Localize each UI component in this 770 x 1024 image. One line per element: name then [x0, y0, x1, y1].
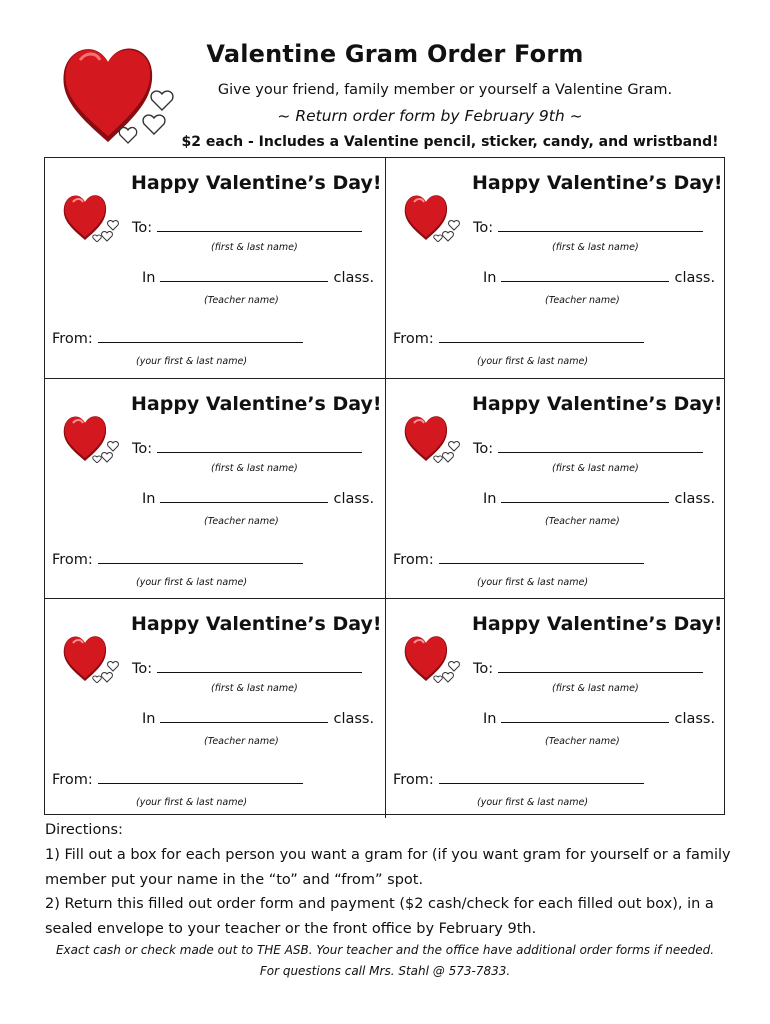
valentine-heart-icon [61, 631, 121, 683]
card-title: Happy Valentine’s Day! [131, 393, 382, 415]
card-title: Happy Valentine’s Day! [472, 613, 723, 635]
to-hint: (first & last name) [552, 683, 639, 694]
from-hint: (your first & last name) [136, 356, 248, 367]
gram-card-5 [45, 598, 385, 818]
from-hint: (your first & last name) [136, 577, 248, 588]
page-subtitle: Give your friend, family member or yourself a Valentine Gram. [217, 82, 673, 98]
from-field[interactable] [52, 551, 303, 568]
valentine-heart-icon [61, 411, 121, 463]
direction-step-2: 2) Return this filled out order form and payment ($2 cash/check for each filled out box), in a [45, 896, 714, 912]
card-title: Happy Valentine’s Day! [472, 172, 723, 194]
to-field[interactable] [132, 440, 362, 457]
to-hint: (first & last name) [211, 242, 298, 253]
gram-card-grid [44, 157, 725, 815]
class-label: class. [333, 491, 375, 507]
teacher-field[interactable] [142, 490, 374, 507]
class-label: class. [674, 491, 716, 507]
to-blank-line[interactable] [157, 219, 362, 232]
from-blank-line[interactable] [98, 551, 303, 564]
teacher-field[interactable] [483, 269, 715, 286]
to-field[interactable] [473, 440, 703, 457]
to-hint: (first & last name) [552, 463, 639, 474]
teacher-hint: (Teacher name) [545, 516, 620, 527]
teacher-field[interactable] [142, 269, 374, 286]
teacher-field[interactable] [142, 710, 374, 727]
from-blank-line[interactable] [98, 330, 303, 343]
from-label: From: [52, 552, 93, 568]
valentine-heart-icon [402, 190, 462, 242]
card-title: Happy Valentine’s Day! [472, 393, 723, 415]
in-label: In [142, 491, 156, 507]
from-blank-line[interactable] [439, 551, 644, 564]
teacher-blank-line[interactable] [501, 490, 669, 503]
card-title: Happy Valentine’s Day! [131, 172, 382, 194]
from-hint: (your first & last name) [136, 797, 248, 808]
teacher-blank-line[interactable] [160, 269, 328, 282]
teacher-hint: (Teacher name) [545, 736, 620, 747]
to-label: To: [132, 661, 153, 677]
in-label: In [483, 270, 497, 286]
return-deadline: ~ Return order form by February 9th ~ [277, 107, 583, 125]
from-field[interactable] [393, 330, 644, 347]
valentine-heart-icon [402, 631, 462, 683]
price-info: $2 each - Includes a Valentine pencil, sticker, candy, and wristband! [181, 134, 719, 150]
to-label: To: [132, 220, 153, 236]
teacher-blank-line[interactable] [160, 710, 328, 723]
payment-note: Exact cash or check made out to THE ASB. Your teacher and the office have additional order forms if needed. [55, 943, 715, 957]
direction-step-1-cont: member put your name in the “to” and “from” spot. [45, 872, 424, 888]
from-field[interactable] [52, 771, 303, 788]
direction-step-1: 1) Fill out a box for each person you want a gram for (if you want gram for yourself or a family [45, 847, 731, 863]
from-label: From: [52, 331, 93, 347]
from-blank-line[interactable] [98, 771, 303, 784]
to-label: To: [132, 441, 153, 457]
to-field[interactable] [132, 660, 362, 677]
to-label: To: [473, 441, 494, 457]
to-label: To: [473, 220, 494, 236]
class-label: class. [674, 270, 716, 286]
gram-card-3 [45, 378, 385, 598]
class-label: class. [333, 711, 375, 727]
teacher-field[interactable] [483, 490, 715, 507]
contact-note: For questions call Mrs. Stahl @ 573-7833. [259, 964, 511, 978]
from-field[interactable] [52, 330, 303, 347]
to-blank-line[interactable] [157, 660, 362, 673]
to-blank-line[interactable] [157, 440, 362, 453]
to-hint: (first & last name) [552, 242, 639, 253]
teacher-hint: (Teacher name) [204, 516, 279, 527]
to-field[interactable] [473, 219, 703, 236]
class-label: class. [674, 711, 716, 727]
gram-card-6 [385, 598, 725, 818]
class-label: class. [333, 270, 375, 286]
teacher-field[interactable] [483, 710, 715, 727]
teacher-hint: (Teacher name) [545, 295, 620, 306]
page-title: Valentine Gram Order Form [206, 40, 584, 68]
in-label: In [142, 270, 156, 286]
from-blank-line[interactable] [439, 771, 644, 784]
from-label: From: [393, 552, 434, 568]
teacher-hint: (Teacher name) [204, 295, 279, 306]
from-label: From: [52, 772, 93, 788]
teacher-hint: (Teacher name) [204, 736, 279, 747]
directions-heading: Directions: [45, 822, 123, 838]
from-blank-line[interactable] [439, 330, 644, 343]
from-field[interactable] [393, 551, 644, 568]
to-blank-line[interactable] [498, 440, 703, 453]
from-label: From: [393, 331, 434, 347]
from-hint: (your first & last name) [477, 356, 589, 367]
in-label: In [483, 711, 497, 727]
to-field[interactable] [473, 660, 703, 677]
teacher-blank-line[interactable] [160, 490, 328, 503]
valentine-heart-icon [61, 190, 121, 242]
from-hint: (your first & last name) [477, 577, 589, 588]
to-field[interactable] [132, 219, 362, 236]
card-title: Happy Valentine’s Day! [131, 613, 382, 635]
in-label: In [483, 491, 497, 507]
gram-card-4 [385, 378, 725, 598]
in-label: In [142, 711, 156, 727]
from-hint: (your first & last name) [477, 797, 589, 808]
teacher-blank-line[interactable] [501, 269, 669, 282]
to-label: To: [473, 661, 494, 677]
gram-card-1 [45, 158, 385, 378]
from-field[interactable] [393, 771, 644, 788]
to-hint: (first & last name) [211, 463, 298, 474]
teacher-blank-line[interactable] [501, 710, 669, 723]
to-blank-line[interactable] [498, 219, 703, 232]
direction-step-2-cont: sealed envelope to your teacher or the front office by February 9th. [45, 921, 537, 937]
valentine-heart-icon [402, 411, 462, 463]
gram-card-2 [385, 158, 725, 378]
to-hint: (first & last name) [211, 683, 298, 694]
from-label: From: [393, 772, 434, 788]
to-blank-line[interactable] [498, 660, 703, 673]
